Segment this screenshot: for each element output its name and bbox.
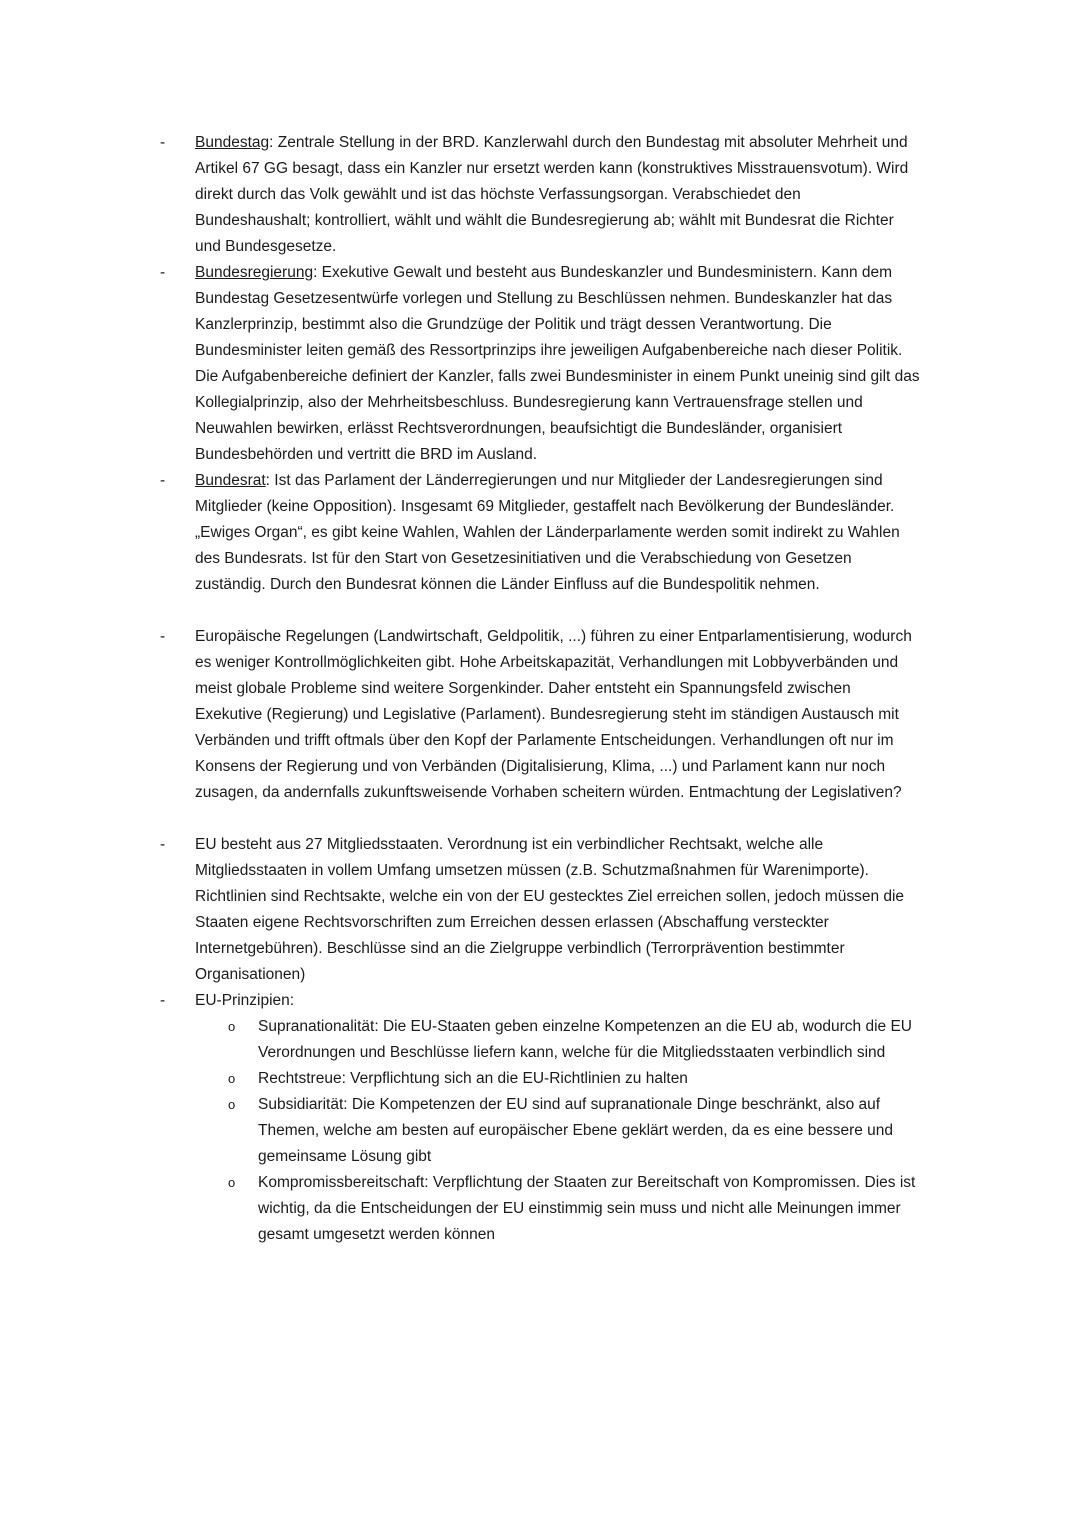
- list-item: [160, 624, 920, 806]
- item-text: : Zentrale Stellung in der BRD. Kanzlerwahl durch den Bundestag mit absoluter Mehrheit und Artikel 67 GG besagt, dass ein Kanzler nur ersetzt werden kann (konstruktives Misstrauensvotum). Wird direkt durch das Volk gewählt und ist das höchste Verfassungsorgan. Verabschiedet den Bundeshaushalt; kontrolliert, wählt und wählt die Bundesregierung ab; wählt mit Bundesrat die Richter und Bundesgesetze.: [195, 134, 909, 255]
- bullet-marker: -: [160, 472, 166, 489]
- bullet-marker: -: [160, 836, 166, 853]
- list-item: [160, 988, 920, 1248]
- bullet-marker: -: [160, 628, 166, 645]
- bullet-marker: -: [160, 134, 166, 151]
- sub-item-text: Subsidiarität: Die Kompetenzen der EU sind auf supranationale Dinge beschränkt, also auf Themen, welche am besten auf europäischer Ebene geklärt werden, da es eine bessere und gemeinsame Lösung gibt: [258, 1096, 894, 1165]
- term-underlined: Bundestag: [195, 134, 270, 151]
- sub-list-item: [195, 1066, 920, 1092]
- sub-item-text: Supranationalität: Die EU-Staaten geben einzelne Kompetenzen an die EU ab, wodurch die EU Verordnungen und Beschlüsse liefern kann, welche für die Mitgliedsstaaten verbindlich sind: [258, 1018, 912, 1061]
- sub-bullet-marker: o: [228, 1175, 236, 1190]
- sub-bullet-marker: o: [228, 1071, 236, 1086]
- sub-item-text: Kompromissbereitschaft: Verpflichtung der Staaten zur Bereitschaft von Kompromissen. Dies ist wichtig, da die Entscheidungen der EU einstimmig sein muss und nicht alle Meinungen immer gesamt umgesetzt werden können: [258, 1174, 916, 1243]
- item-content: [195, 130, 920, 260]
- list-item: [160, 832, 920, 988]
- list-item: [160, 130, 920, 260]
- list-item: [160, 468, 920, 598]
- sub-list-item: [195, 1170, 920, 1248]
- bullet-marker: -: [160, 992, 166, 1009]
- sub-bullet-marker: o: [228, 1097, 236, 1112]
- item-content: [195, 832, 920, 988]
- item-content: [195, 624, 920, 806]
- sub-bullet-marker: o: [228, 1019, 236, 1034]
- bullet-marker: -: [160, 264, 166, 281]
- sub-list-item: [195, 1092, 920, 1170]
- item-content: [195, 468, 920, 598]
- item-content: [195, 260, 920, 468]
- term-underlined: Bundesrat: [195, 472, 266, 489]
- item-text: EU besteht aus 27 Mitgliedsstaaten. Verordnung ist ein verbindlicher Rechtsakt, welche alle Mitgliedsstaaten in vollem Umfang umsetzen müssen (z.B. Schutzmaßnahmen für Warenimporte). Richtlinien sind Rechtsakte, welche ein von der EU gestecktes Ziel erreichen sollen, jedoch müssen die Staaten eigene Rechtsvorschriften zum Erreichen dessen erlassen (Abschaffung versteckter Internetgebühren). Beschlüsse sind an die Zielgruppe verbindlich (Terrorprävention bestimmter Organisationen): [195, 836, 905, 983]
- item-text: Europäische Regelungen (Landwirtschaft, Geldpolitik, ...) führen zu einer Entparlamentisierung, wodurch es weniger Kontrollmöglichkeiten gibt. Hohe Arbeitskapazität, Verhandlungen mit Lobbyverbänden und meist globale Probleme sind weitere Sorgenkinder. Daher entsteht ein Spannungsfeld zwischen Exekutive (Regierung) und Legislative (Parlament). Bundesregierung steht im ständigen Austausch mit Verbänden und trifft oftmals über den Kopf der Parlamente Entscheidungen. Verhandlungen oft nur im Konsens der Regierung und von Verbänden (Digitalisierung, Klima, ...) und Parlament kann nur noch zusagen, da andernfalls zukunftsweisende Vorhaben scheitern würden. Entmachtung der Legislativen?: [195, 628, 912, 801]
- item-content: [195, 988, 920, 1248]
- sub-item-text: Rechtstreue: Verpflichtung sich an die EU-Richtlinien zu halten: [258, 1070, 688, 1087]
- bullet-list: [160, 130, 920, 1248]
- sub-list: [195, 1014, 920, 1248]
- item-text: : Ist das Parlament der Länderregierungen und nur Mitglieder der Landesregierungen sind Mitglieder (keine Opposition). Insgesamt 69 Mitglieder, gestaffelt nach Bevölkerung der Bundesländer. „Ewiges Organ“, es gibt keine Wahlen, Wahlen der Länderparlamente werden somit indirekt zu Wahlen des Bundesrats. Ist für den Start von Gesetzesinitiativen und die Verabschiedung von Gesetzen zuständig. Durch den Bundesrat können die Länder Einfluss auf die Bundespolitik nehmen.: [195, 472, 900, 593]
- item-text: : Exekutive Gewalt und besteht aus Bundeskanzler und Bundesministern. Kann dem Bundestag Gesetzesentwürfe vorlegen und Stellung zu Beschlüssen nehmen. Bundeskanzler hat das Kanzlerprinzip, bestimmt also die Grundzüge der Politik und trägt dessen Verantwortung. Die Bundesminister leiten gemäß des Ressortprinzips ihre jeweiligen Aufgabenbereiche nach dieser Politik. Die Aufgabenbereiche definiert der Kanzler, falls zwei Bundesminister in einem Punkt uneinig sind gilt das Kollegialprinzip, also der Mehrheitsbeschluss. Bundesregierung kann Vertrauensfrage stellen und Neuwahlen bewirken, erlässt Rechtsverordnungen, beaufsichtigt die Bundesländer, organisiert Bundesbehörden und vertritt die BRD im Ausland.: [195, 264, 920, 463]
- list-item: [160, 260, 920, 468]
- sub-list-item: [195, 1014, 920, 1066]
- term-underlined: Bundesregierung: [195, 264, 314, 281]
- item-text: EU-Prinzipien:: [195, 992, 295, 1009]
